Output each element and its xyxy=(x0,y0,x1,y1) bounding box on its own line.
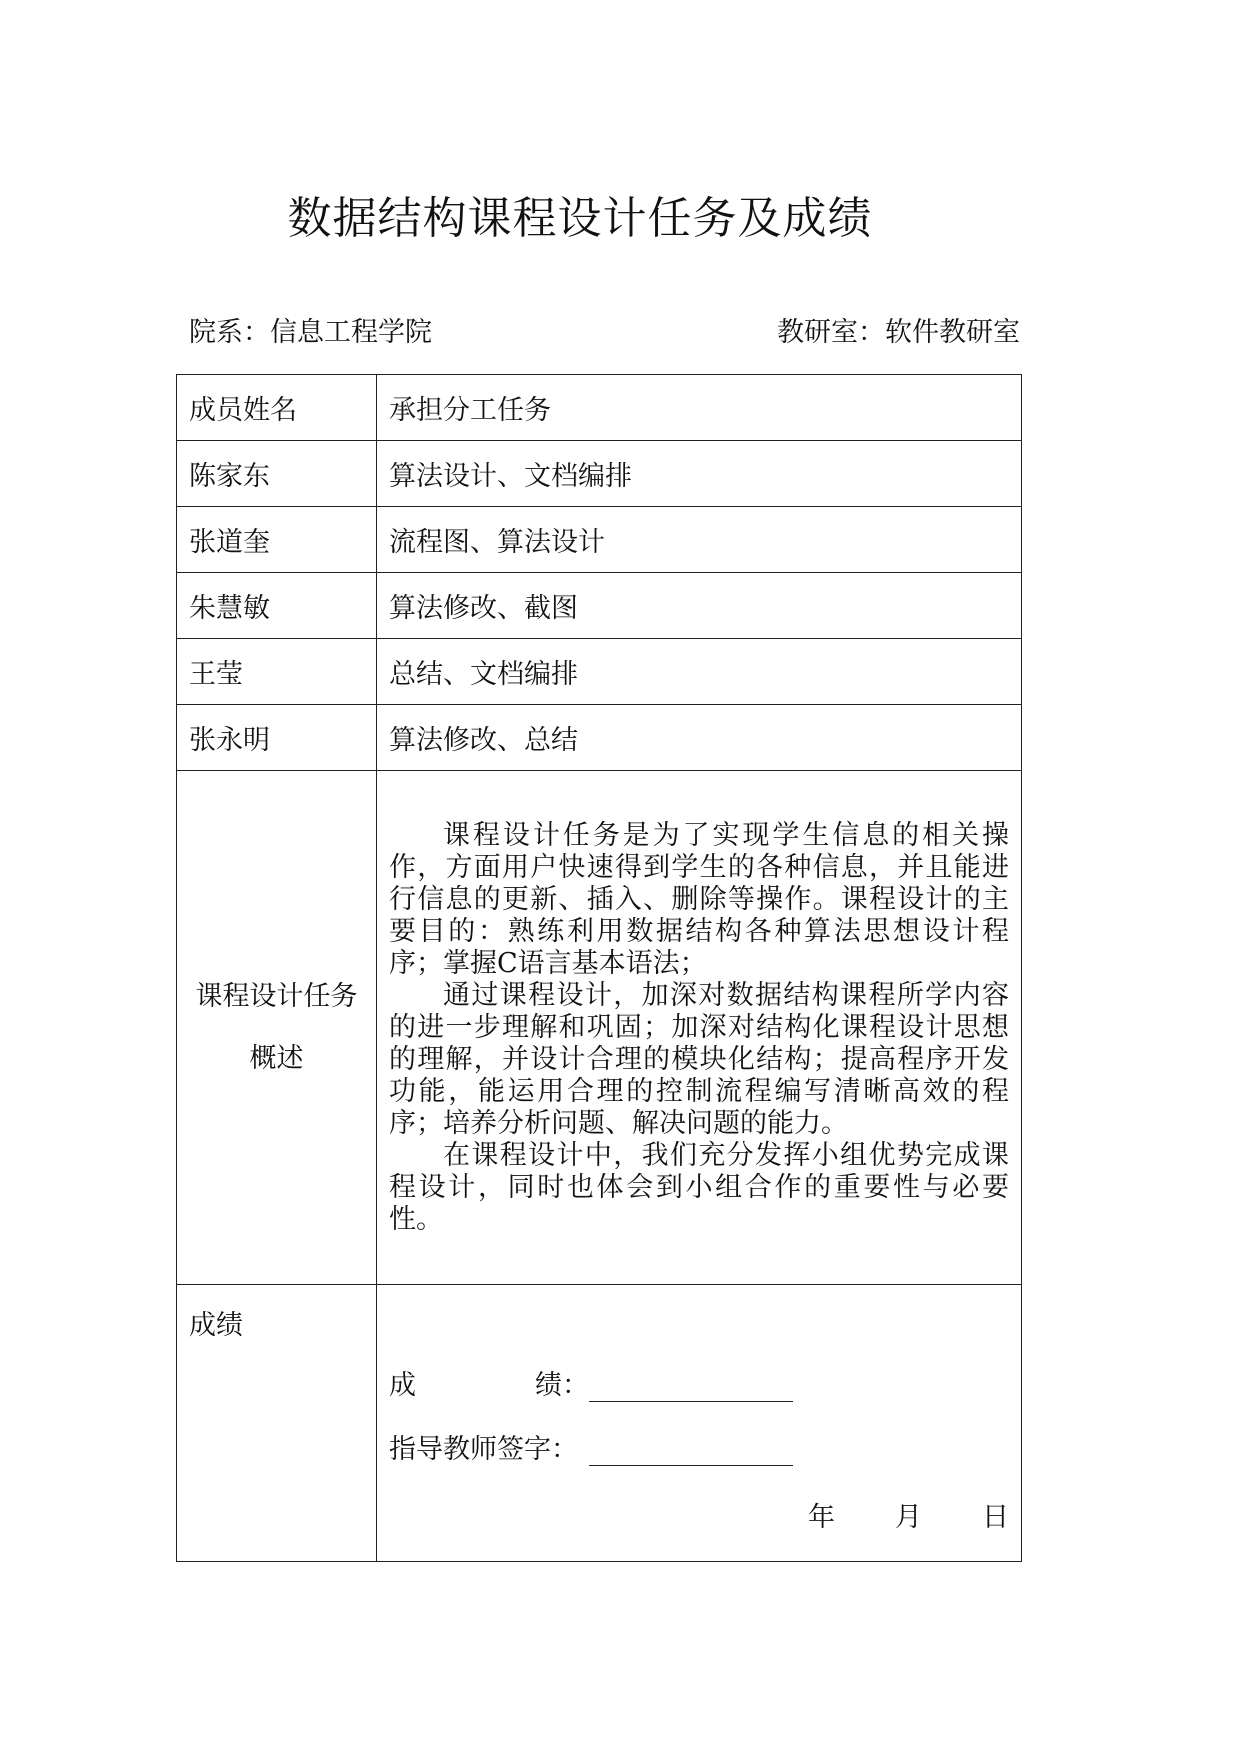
table-header-row xyxy=(177,375,1022,441)
column-header-name: 成员姓名 xyxy=(177,375,377,441)
overview-paragraph: 通过课程设计，加深对数据结构课程所学内容的进一步理解和巩固；加深对结构化课程设计思想的理解，并设计合理的模块化结构；提高程序开发功能，能运用合理的控制流程编写清晰高效的程序；培养分析问题、解决问题的能力。 xyxy=(389,979,1009,1139)
overview-paragraph: 在课程设计中，我们充分发挥小组优势完成课程设计，同时也体会到小组合作的重要性与必要性。 xyxy=(389,1139,1009,1235)
signature-field-label: 指导教师签字： xyxy=(389,1434,578,1465)
grade-field-label xyxy=(389,1363,589,1402)
column-header-task: 承担分工任务 xyxy=(377,375,1022,441)
table-row xyxy=(177,639,1022,705)
overview-row xyxy=(177,771,1022,1285)
member-name: 陈家东 xyxy=(177,441,377,507)
grade-label: 成绩 xyxy=(177,1285,377,1562)
date-day: 日 xyxy=(982,1502,1009,1533)
date-month: 月 xyxy=(895,1502,922,1533)
member-name: 朱慧敏 xyxy=(177,573,377,639)
office-label: 教研室：软件教研室 xyxy=(777,317,1020,348)
grade-field xyxy=(389,1363,793,1402)
overview-label-line2: 概述 xyxy=(249,1042,304,1074)
date-line xyxy=(808,1495,1009,1534)
member-task: 算法修改、截图 xyxy=(377,573,1022,639)
overview-label-line1: 课程设计任务 xyxy=(195,980,358,1012)
member-task: 流程图、算法设计 xyxy=(377,507,1022,573)
overview-label xyxy=(177,771,377,1285)
table-row xyxy=(177,507,1022,573)
member-name: 王莹 xyxy=(177,639,377,705)
signature-field xyxy=(389,1427,793,1466)
date-year: 年 xyxy=(808,1502,835,1533)
member-name: 张永明 xyxy=(177,705,377,771)
document-title: 数据结构课程设计任务及成绩 xyxy=(287,193,873,244)
table-row xyxy=(177,705,1022,771)
task-grade-table xyxy=(176,374,1022,1562)
grade-blank-line[interactable] xyxy=(589,1375,793,1402)
overview-text xyxy=(377,771,1022,1285)
member-task: 算法修改、总结 xyxy=(377,705,1022,771)
table-row xyxy=(177,441,1022,507)
table-row xyxy=(177,573,1022,639)
member-task: 算法设计、文档编排 xyxy=(377,441,1022,507)
member-task: 总结、文档编排 xyxy=(377,639,1022,705)
signature-blank-line[interactable] xyxy=(589,1439,793,1466)
overview-paragraph: 课程设计任务是为了实现学生信息的相关操作，方面用户快速得到学生的各种信息，并且能进行信息的更新、插入、删除等操作。课程设计的主要目的：熟练利用数据结构各种算法思想设计程序；掌握C语言基本语法； xyxy=(389,819,1009,979)
grade-field-label-char2: 绩： xyxy=(535,1370,589,1401)
grade-cell xyxy=(377,1285,1022,1562)
grade-row xyxy=(177,1285,1022,1562)
member-name: 张道奎 xyxy=(177,507,377,573)
department-label: 院系：信息工程学院 xyxy=(189,317,432,348)
grade-field-label-char1: 成 xyxy=(389,1370,416,1401)
